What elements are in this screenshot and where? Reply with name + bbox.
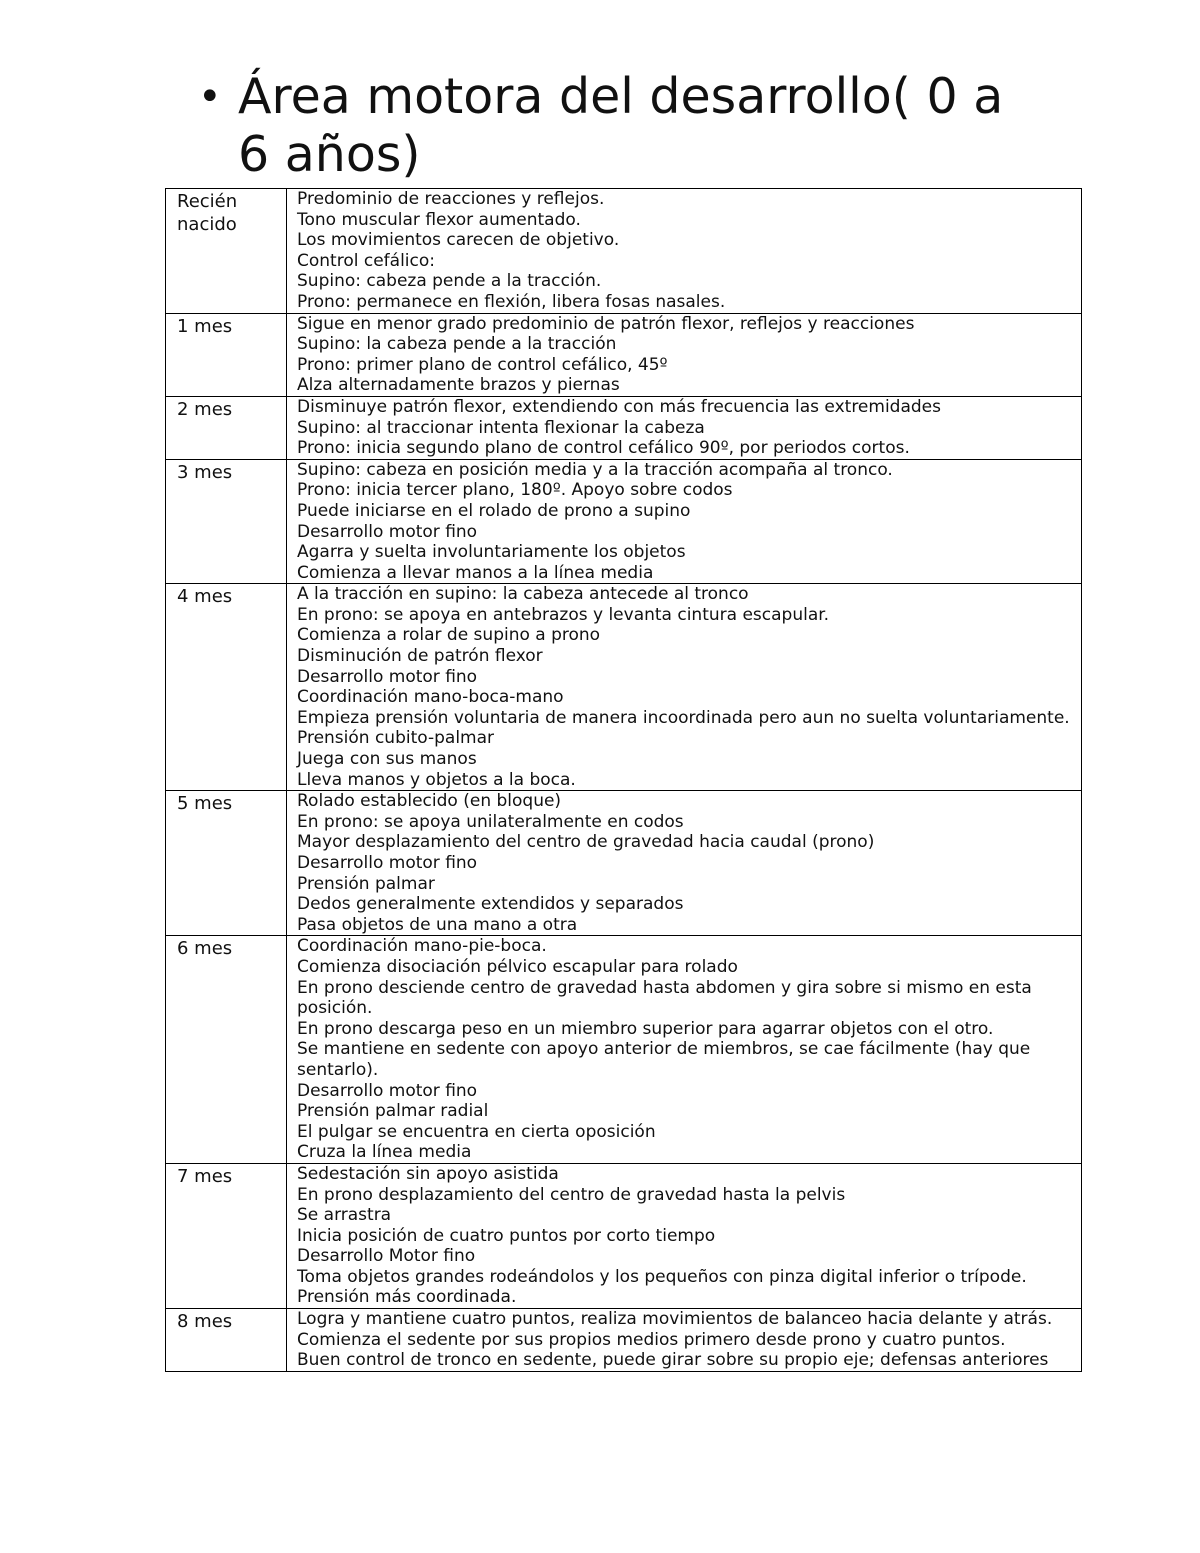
milestone-line: Desarrollo motor fino (297, 521, 478, 542)
milestone-line: Desarrollo Motor fino (297, 1246, 476, 1267)
age-cell: 6 mes (166, 936, 287, 1164)
milestone-line: Sigue en menor grado predominio de patrón flexor, reflejos y reacciones (297, 313, 915, 334)
milestone-line: Prensión palmar radial (297, 1101, 489, 1122)
milestone-line: Prensión cubito-palmar (297, 728, 495, 749)
milestone-line: En prono descarga peso en un miembro superior para agarrar objetos con el otro. (297, 1018, 994, 1039)
milestone-line: Coordinación mano-boca-mano (297, 687, 564, 708)
milestone-line: Prensión palmar (297, 873, 435, 894)
milestone-line: Control cefálico: (297, 250, 435, 271)
table-row (166, 936, 1082, 1164)
milestone-line: Se mantiene en sedente con apoyo anterior de miembros, se cae fácilmente (hay que sentarlo). (297, 1039, 1031, 1080)
milestone-line: Comienza disociación pélvico escapular para rolado (297, 956, 738, 977)
milestone-line: Logra y mantiene cuatro puntos, realiza movimientos de balanceo hacia delante y atrás. (297, 1309, 1053, 1330)
age-cell: 4 mes (166, 584, 287, 791)
milestones-cell (287, 584, 1082, 791)
milestone-line: Predominio de reacciones y reflejos. (297, 189, 605, 209)
milestone-line: Dedos generalmente extendidos y separados (297, 894, 684, 915)
milestone-line: Cruza la línea media (297, 1142, 472, 1163)
milestone-line: A la tracción en supino: la cabeza antecede al tronco (297, 584, 749, 605)
milestone-line: Prensión más coordinada. (297, 1287, 517, 1308)
milestone-line: Desarrollo motor fino (297, 853, 478, 873)
page-title: Área motora del desarrollo( 0 a 6 años) (238, 68, 1004, 183)
milestone-line: Comienza a llevar manos a la línea media (297, 562, 654, 583)
milestones-cell (287, 936, 1082, 1164)
milestone-line: Comienza a rolar de supino a prono (297, 625, 601, 646)
page-heading (198, 68, 1018, 184)
milestone-line: Desarrollo motor fino (297, 666, 478, 687)
milestone-line: Comienza el sedente por sus propios medios primero desde prono y cuatro puntos. (297, 1329, 1006, 1350)
milestone-line: Sedestación sin apoyo asistida (297, 1163, 559, 1184)
milestone-line: Los movimientos carecen de objetivo. (297, 230, 620, 251)
milestone-line: Prono: inicia segundo plano de control cefálico 90º, por periodos cortos. (297, 438, 910, 459)
milestone-line: Inicia posición de cuatro puntos por corto tiempo (297, 1225, 716, 1246)
milestone-line: Agarra y suelta involuntariamente los objetos (297, 542, 686, 563)
development-table (165, 188, 1082, 1372)
age-cell: 3 mes (166, 459, 287, 584)
table-row (166, 396, 1082, 459)
milestone-line: Buen control de tronco en sedente, puede girar sobre su propio eje; defensas anteriores (297, 1350, 1049, 1371)
table-row (166, 584, 1082, 791)
milestone-line: Supino: cabeza pende a la tracción. (297, 271, 602, 292)
age-cell: 8 mes (166, 1309, 287, 1372)
milestone-line: Juega con sus manos (297, 749, 477, 770)
table-row (166, 313, 1082, 396)
milestone-line: En prono desplazamiento del centro de gravedad hasta la pelvis (297, 1184, 846, 1205)
milestone-line: En prono: se apoya unilateralmente en codos (297, 811, 684, 832)
milestone-line: Toma objetos grandes rodeándolos y los pequeños con pinza digital inferior o trípode. (297, 1266, 1027, 1287)
bullet-icon: • (198, 74, 222, 120)
milestone-line: Mayor desplazamiento del centro de gravedad hacia caudal (prono) (297, 832, 875, 853)
age-cell: 1 mes (166, 313, 287, 396)
milestone-line: El pulgar se encuentra en cierta oposición (297, 1121, 656, 1142)
table-row (166, 459, 1082, 584)
milestones-cell (287, 396, 1082, 459)
table-body (166, 189, 1082, 1372)
milestones-cell (287, 459, 1082, 584)
milestone-line: En prono desciende centro de gravedad hasta abdomen y gira sobre si mismo en esta posición. (297, 977, 1032, 1019)
milestone-line: Alza alternadamente brazos y piernas (297, 375, 620, 396)
milestones-cell (287, 313, 1082, 396)
milestones-cell (287, 791, 1082, 936)
milestone-line: Supino: al traccionar intenta flexionar la cabeza (297, 417, 705, 438)
age-cell: 5 mes (166, 791, 287, 936)
milestone-line: Desarrollo motor fino (297, 1080, 478, 1101)
age-cell: 2 mes (166, 396, 287, 459)
milestone-line: Supino: cabeza en posición media y a la tracción acompaña al tronco. (297, 459, 893, 480)
milestone-line: Prono: permanece en flexión, libera fosas nasales. (297, 291, 726, 312)
milestones-cell (287, 189, 1082, 314)
milestone-line: Supino: la cabeza pende a la tracción (297, 334, 617, 355)
table-row (166, 1309, 1082, 1372)
milestone-line: Empieza prensión voluntaria de manera incoordinada pero aun no suelta voluntariamente. (297, 707, 1070, 728)
age-cell: Recién nacido (166, 189, 287, 314)
milestone-line: Prono: inicia tercer plano, 180º. Apoyo sobre codos (297, 480, 733, 501)
milestone-line: Rolado establecido (en bloque) (297, 791, 562, 812)
table-row (166, 189, 1082, 314)
milestones-cell (287, 1163, 1082, 1308)
milestone-line: En prono: se apoya en antebrazos y levanta cintura escapular. (297, 604, 830, 625)
milestones-cell (287, 1309, 1082, 1372)
milestone-line: Se arrastra (297, 1205, 392, 1226)
age-cell: 7 mes (166, 1163, 287, 1308)
milestone-line: Lleva manos y objetos a la boca. (297, 769, 576, 790)
milestone-line: Disminución de patrón flexor (297, 646, 543, 667)
milestone-line: Prono: primer plano de control cefálico, 45º (297, 354, 668, 375)
table-row (166, 1163, 1082, 1308)
milestone-line: Disminuye patrón flexor, extendiendo con más frecuencia las extremidades (297, 396, 941, 417)
milestone-line: Tono muscular flexor aumentado. (297, 209, 581, 230)
milestone-line: Pasa objetos de una mano a otra (297, 914, 578, 935)
table-row (166, 791, 1082, 936)
milestone-line: Coordinación mano-pie-boca. (297, 936, 547, 957)
milestone-line: Puede iniciarse en el rolado de prono a supino (297, 500, 691, 521)
